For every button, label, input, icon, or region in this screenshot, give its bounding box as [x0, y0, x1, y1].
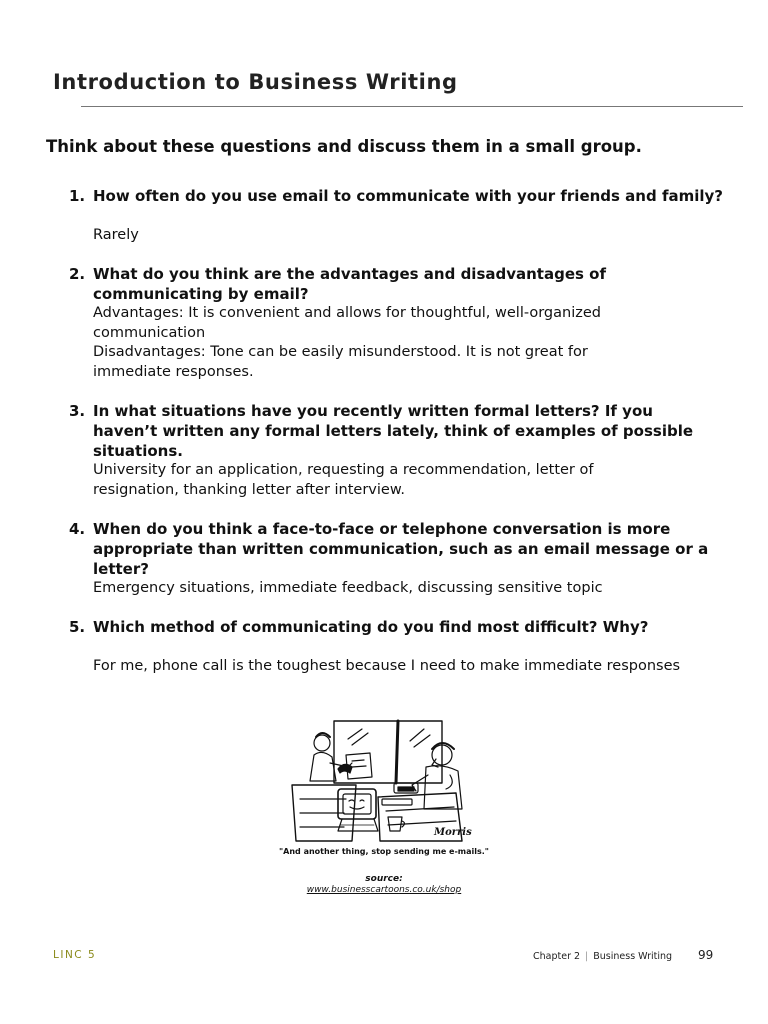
question-number: 2.	[69, 265, 86, 283]
question-number: 5.	[69, 618, 86, 636]
question-text: Which method of communicating do you find most difficult? Why?	[93, 618, 649, 636]
answer-text: Emergency situations, immediate feedback, discussing sensitive topic	[93, 580, 603, 596]
answer-text: Advantages: It is convenient and allows for thoughtful, well-organized communication Disadvantages: Tone can be easily misunderstood. It is not great for immediate responses.	[93, 305, 601, 380]
question-text: In what situations have you recently written formal letters? If you haven’t written any formal letters lately, think of examples of possible situations.	[93, 402, 694, 460]
cartoon-signature: Morris	[434, 827, 472, 838]
intro-instruction: Think about these questions and discuss them in a small group.	[46, 137, 642, 156]
cartoon-caption: "And another thing, stop sending me e-mails."	[279, 847, 489, 856]
question-number: 1.	[69, 187, 86, 205]
source-label: source:	[365, 874, 403, 884]
footer-chapter-info	[533, 951, 672, 962]
answer-text: Rarely	[93, 227, 139, 243]
footer-separator: |	[585, 951, 589, 962]
footer-course-label: LINC 5	[53, 949, 97, 961]
source-link[interactable]: www.businesscartoons.co.uk/shop	[306, 885, 462, 895]
title-divider	[81, 106, 743, 107]
answer-text: University for an application, requesting a recommendation, letter of resignation, thanking letter after interview.	[93, 462, 594, 498]
answer-text: For me, phone call is the toughest because I need to make immediate responses	[93, 658, 681, 674]
footer-chapter: Chapter 2	[533, 951, 581, 962]
question-text: What do you think are the advantages and disadvantages of communicating by email?	[93, 265, 606, 303]
page-number: 99	[698, 948, 714, 962]
page-title: Introduction to Business Writing	[53, 70, 458, 94]
footer-section: Business Writing	[593, 951, 673, 962]
question-number: 4.	[69, 520, 86, 538]
office-cartoon	[286, 715, 482, 865]
question-text: When do you think a face-to-face or telephone conversation is more appropriate than written communication, such as an email message or a letter?	[93, 520, 709, 578]
question-number: 3.	[69, 402, 86, 420]
question-text: How often do you use email to communicate with your friends and family?	[93, 187, 723, 205]
